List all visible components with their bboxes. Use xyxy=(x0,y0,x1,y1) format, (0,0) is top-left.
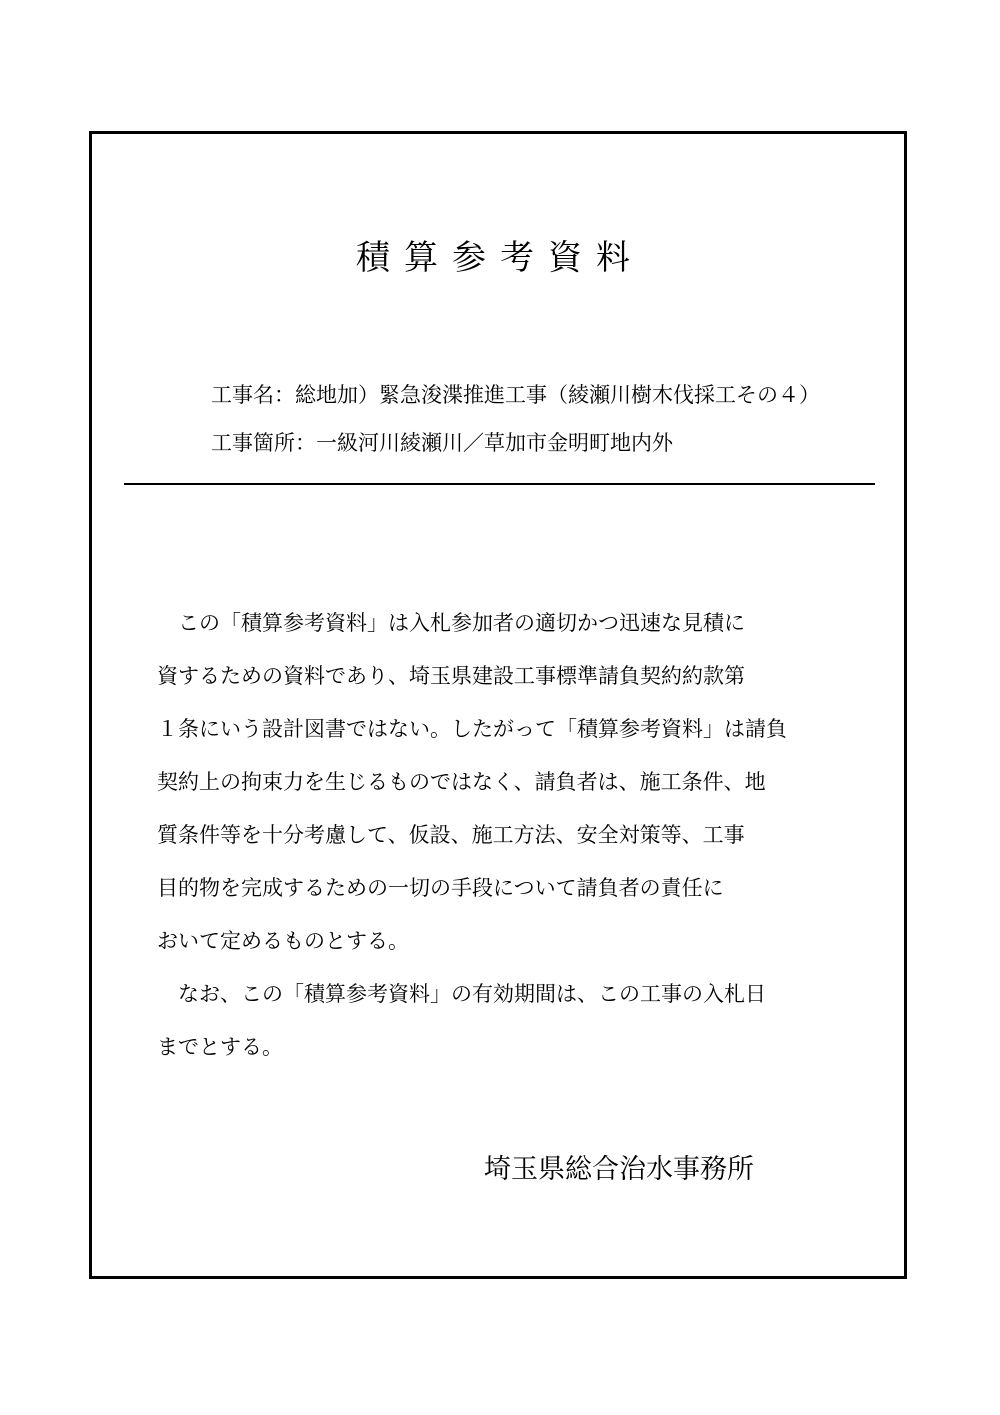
body-line-3: １条にいう設計図書ではない。したがって「積算参考資料」は請負 xyxy=(157,717,787,741)
issuing-office: 埼玉県総合治水事務所 xyxy=(484,1154,754,1185)
body-line-4: 契約上の拘束力を生じるものではなく、請負者は、施工条件、地 xyxy=(157,770,766,794)
document-title: 積算参考資料 xyxy=(356,238,644,278)
body-line-8: なお、この「積算参考資料」の有効期間は、この工事の入札日 xyxy=(157,982,766,1006)
body-line-1: この「積算参考資料」は入札参加者の適切かつ迅速な見積に xyxy=(157,611,745,635)
body-line-7: おいて定めるものとする。 xyxy=(157,929,409,953)
body-line-9: までとする。 xyxy=(157,1035,283,1059)
construction-location: 工事箇所：一級河川綾瀬川／草加市金明町地内外 xyxy=(211,431,673,455)
body-line-6: 目的物を完成するための一切の手段について請負者の責任に xyxy=(157,876,724,900)
divider xyxy=(124,483,875,485)
document-frame xyxy=(89,131,907,1279)
body-line-2: 資するための資料であり、埼玉県建設工事標準請負契約約款第 xyxy=(157,664,745,688)
body-line-5: 質条件等を十分考慮して、仮設、施工方法、安全対策等、工事 xyxy=(157,823,745,847)
construction-name: 工事名：総地加）緊急浚渫推進工事（綾瀬川樹木伐採工その４） xyxy=(211,383,820,407)
